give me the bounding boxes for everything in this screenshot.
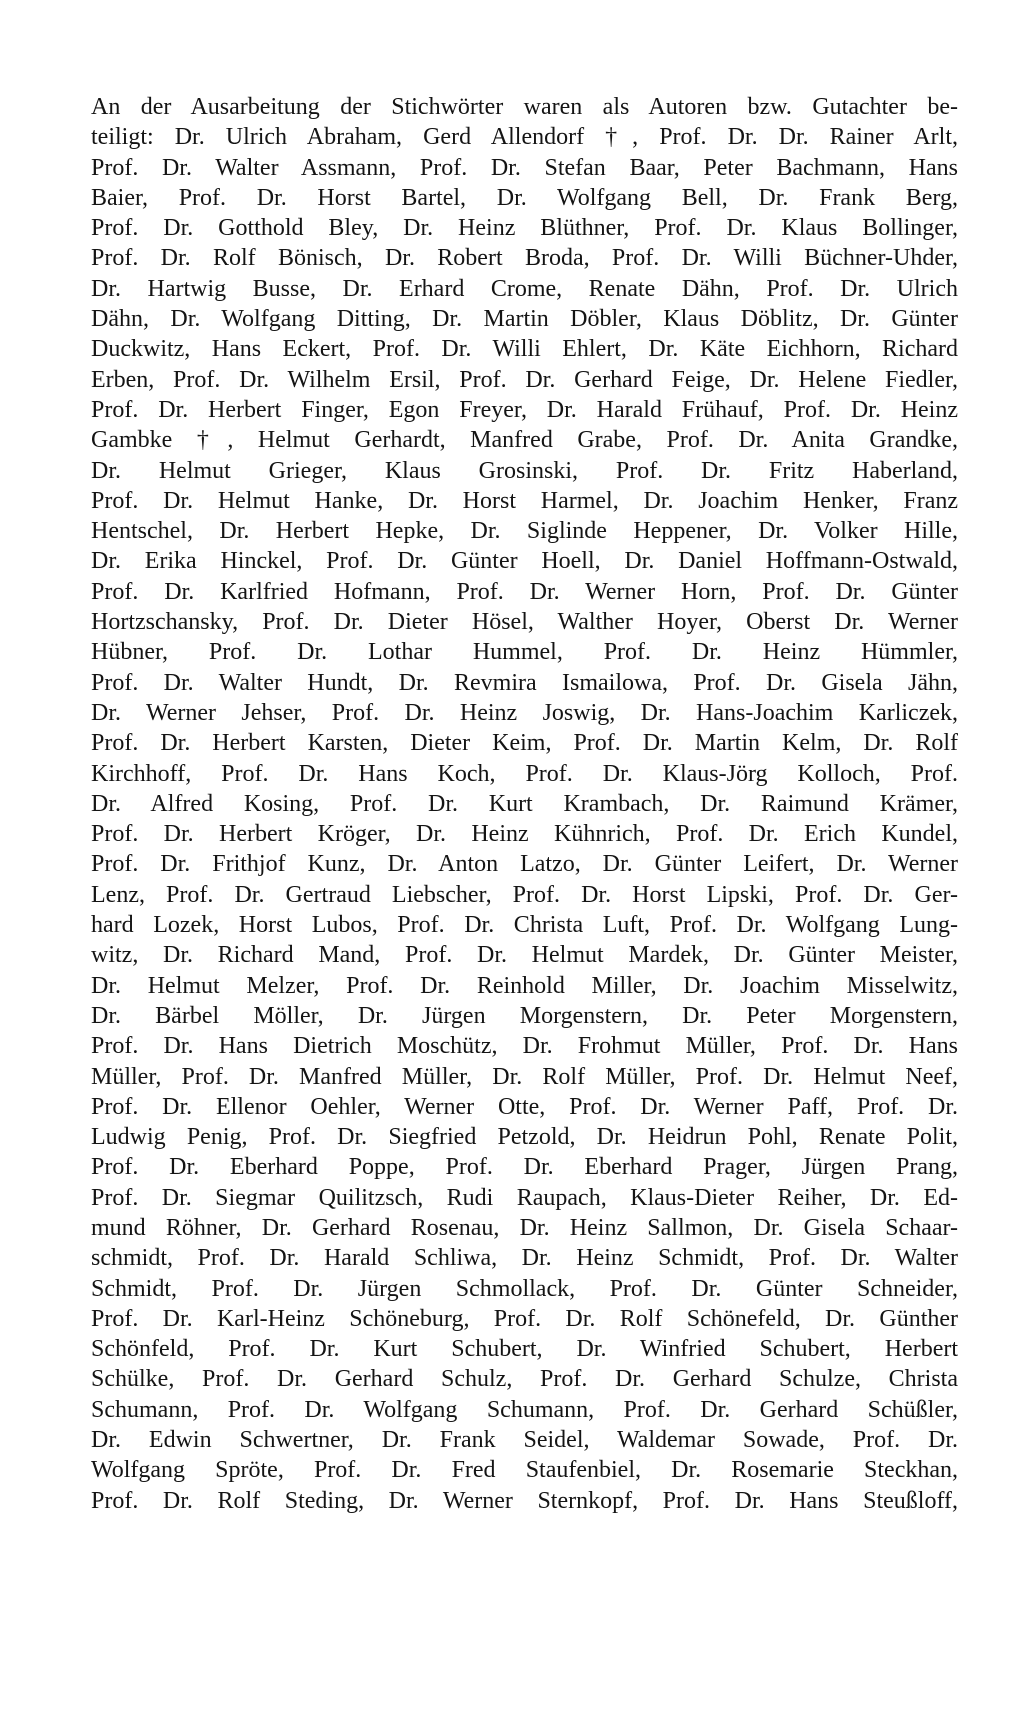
text-line: Dr. Werner Jehser, Prof. Dr. Heinz Joswig, Dr. Hans-Joachim Karliczek, bbox=[91, 699, 958, 726]
text-line: Prof. Dr. Helmut Hanke, Dr. Horst Harmel, Dr. Joachim Henker, Franz bbox=[91, 487, 958, 514]
text-line: Baier, Prof. Dr. Horst Bartel, Dr. Wolfgang Bell, Dr. Frank Berg, bbox=[91, 184, 958, 211]
text-line: Dr. Helmut Melzer, Prof. Dr. Reinhold Miller, Dr. Joachim Misselwitz, bbox=[91, 972, 958, 999]
text-line: Prof. Dr. Hans Dietrich Moschütz, Dr. Frohmut Müller, Prof. Dr. Hans bbox=[91, 1033, 958, 1060]
text-line: hard Lozek, Horst Lubos, Prof. Dr. Christa Luft, Prof. Dr. Wolfgang Lung- bbox=[91, 912, 958, 939]
text-line: Prof. Dr. Ellenor Oehler, Werner Otte, Prof. Dr. Werner Paff, Prof. Dr. bbox=[91, 1093, 958, 1120]
text-line: Gambke †, Helmut Gerhardt, Manfred Grabe, Prof. Dr. Anita Grandke, bbox=[91, 427, 958, 454]
text-line: Ludwig Penig, Prof. Dr. Siegfried Petzold, Dr. Heidrun Pohl, Renate Polit, bbox=[91, 1124, 958, 1151]
text-line: Wolfgang Spröte, Prof. Dr. Fred Staufenbiel, Dr. Rosemarie Steckhan, bbox=[91, 1457, 958, 1484]
text-line: Dr. Erika Hinckel, Prof. Dr. Günter Hoell, Dr. Daniel Hoffmann-Ostwald, bbox=[91, 548, 958, 575]
text-line: Schumann, Prof. Dr. Wolfgang Schumann, Prof. Dr. Gerhard Schüßler, bbox=[91, 1396, 958, 1423]
text-line: witz, Dr. Richard Mand, Prof. Dr. Helmut Mardek, Dr. Günter Meister, bbox=[91, 942, 958, 969]
text-line: Müller, Prof. Dr. Manfred Müller, Dr. Rolf Müller, Prof. Dr. Helmut Neef, bbox=[91, 1063, 958, 1090]
text-line: schmidt, Prof. Dr. Harald Schliwa, Dr. Heinz Schmidt, Prof. Dr. Walter bbox=[91, 1245, 958, 1272]
text-line: Schülke, Prof. Dr. Gerhard Schulz, Prof. Dr. Gerhard Schulze, Christa bbox=[91, 1366, 958, 1393]
text-line: Prof. Dr. Eberhard Poppe, Prof. Dr. Eberhard Prager, Jürgen Prang, bbox=[91, 1154, 958, 1181]
text-line: Hübner, Prof. Dr. Lothar Hummel, Prof. Dr. Heinz Hümmler, bbox=[91, 639, 958, 666]
text-line: Prof. Dr. Rolf Steding, Dr. Werner Sternkopf, Prof. Dr. Hans Steußloff, bbox=[91, 1487, 958, 1514]
text-line: Hentschel, Dr. Herbert Hepke, Dr. Siglinde Heppener, Dr. Volker Hille, bbox=[91, 518, 958, 545]
text-line: Dr. Alfred Kosing, Prof. Dr. Kurt Krambach, Dr. Raimund Krämer, bbox=[91, 790, 958, 817]
text-line: Lenz, Prof. Dr. Gertraud Liebscher, Prof. Dr. Horst Lipski, Prof. Dr. Ger- bbox=[91, 881, 958, 908]
text-line: Dähn, Dr. Wolfgang Ditting, Dr. Martin Döbler, Klaus Döblitz, Dr. Günter bbox=[91, 306, 958, 333]
text-line: Schönfeld, Prof. Dr. Kurt Schubert, Dr. Winfried Schubert, Herbert bbox=[91, 1336, 958, 1363]
text-line: Duckwitz, Hans Eckert, Prof. Dr. Willi Ehlert, Dr. Käte Eichhorn, Richard bbox=[91, 336, 958, 363]
text-line: Prof. Dr. Walter Hundt, Dr. Revmira Ismailowa, Prof. Dr. Gisela Jähn, bbox=[91, 669, 958, 696]
text-line: Erben, Prof. Dr. Wilhelm Ersil, Prof. Dr. Gerhard Feige, Dr. Helene Fiedler, bbox=[91, 366, 958, 393]
text-line: Prof. Dr. Herbert Finger, Egon Freyer, Dr. Harald Frühauf, Prof. Dr. Heinz bbox=[91, 396, 958, 423]
text-line: Prof. Dr. Herbert Karsten, Dieter Keim, Prof. Dr. Martin Kelm, Dr. Rolf bbox=[91, 730, 958, 757]
text-line: Kirchhoff, Prof. Dr. Hans Koch, Prof. Dr. Klaus-Jörg Kolloch, Prof. bbox=[91, 760, 958, 787]
text-line: Hortzschansky, Prof. Dr. Dieter Hösel, Walther Hoyer, Oberst Dr. Werner bbox=[91, 609, 958, 636]
text-line: mund Röhner, Dr. Gerhard Rosenau, Dr. Heinz Sallmon, Dr. Gisela Schaar- bbox=[91, 1214, 958, 1241]
text-line: teiligt: Dr. Ulrich Abraham, Gerd Allendorf †, Prof. Dr. Dr. Rainer Arlt, bbox=[91, 124, 958, 151]
text-line: Prof. Dr. Siegmar Quilitzsch, Rudi Raupach, Klaus-Dieter Reiher, Dr. Ed- bbox=[91, 1184, 958, 1211]
text-line: Prof. Dr. Walter Assmann, Prof. Dr. Stefan Baar, Peter Bachmann, Hans bbox=[91, 154, 958, 181]
text-line: Prof. Dr. Herbert Kröger, Dr. Heinz Kühnrich, Prof. Dr. Erich Kundel, bbox=[91, 821, 958, 848]
text-line: An der Ausarbeitung der Stichwörter waren als Autoren bzw. Gutachter be- bbox=[91, 94, 958, 120]
text-line: Dr. Hartwig Busse, Dr. Erhard Crome, Renate Dähn, Prof. Dr. Ulrich bbox=[91, 275, 958, 302]
contributors-paragraph bbox=[91, 92, 958, 1516]
text-line: Prof. Dr. Gotthold Bley, Dr. Heinz Blüthner, Prof. Dr. Klaus Bollinger, bbox=[91, 215, 958, 242]
text-line: Dr. Bärbel Möller, Dr. Jürgen Morgenstern, Dr. Peter Morgenstern, bbox=[91, 1002, 958, 1029]
text-line: Dr. Helmut Grieger, Klaus Grosinski, Prof. Dr. Fritz Haberland, bbox=[91, 457, 958, 484]
text-line: Schmidt, Prof. Dr. Jürgen Schmollack, Prof. Dr. Günter Schneider, bbox=[91, 1275, 958, 1302]
text-line: Prof. Dr. Karl-Heinz Schöneburg, Prof. Dr. Rolf Schönefeld, Dr. Günther bbox=[91, 1305, 958, 1332]
text-line: Prof. Dr. Karlfried Hofmann, Prof. Dr. Werner Horn, Prof. Dr. Günter bbox=[91, 578, 958, 605]
text-line: Prof. Dr. Rolf Bönisch, Dr. Robert Broda, Prof. Dr. Willi Büchner-Uhder, bbox=[91, 245, 958, 272]
text-line: Prof. Dr. Frithjof Kunz, Dr. Anton Latzo, Dr. Günter Leifert, Dr. Werner bbox=[91, 851, 958, 878]
text-line: Dr. Edwin Schwertner, Dr. Frank Seidel, Waldemar Sowade, Prof. Dr. bbox=[91, 1427, 958, 1454]
